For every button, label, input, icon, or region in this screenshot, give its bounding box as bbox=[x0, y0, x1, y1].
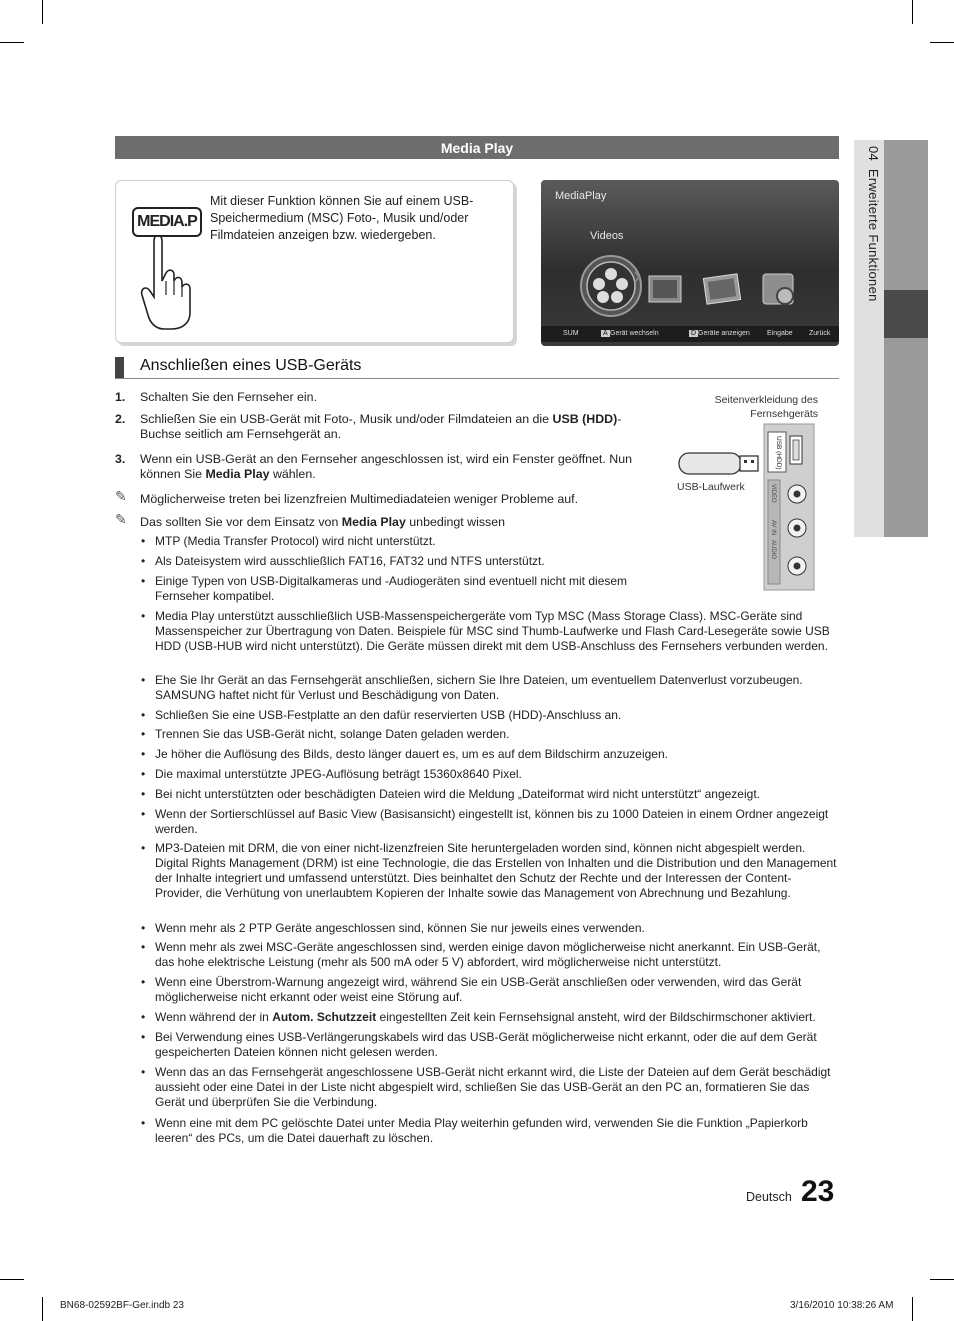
list-item: • Schließen Sie eine USB-Festplatte an den dafür reservierten USB (HDD)-Anschluss an. bbox=[141, 708, 622, 722]
chapter-tab-label bbox=[866, 146, 881, 302]
list-item: • MP3-Dateien mit DRM, die von einer nicht-lizenzfreien Site heruntergeladen worden sind, können nicht abgespielt werden. Digital Rights Management (DRM) ist eine Technologie, die das Erstellen von Inhalten und die Distribution und den Management der Inhalte integriert und umfassend unterstützt. Dies beinhaltet den Schutz der Rechte und der Interessen der Content-Provider, die Verhütung von unerlaubtem Kopieren der Inhalte sowie das Management von Abrechnung und Bezahlung. bbox=[141, 841, 837, 900]
videos-icon bbox=[581, 256, 641, 316]
list-item: • Wenn mehr als zwei MSC-Geräte angeschlossen sind, werden einige davon möglicherweise nicht anerkannt. Ein USB-Gerät, das hohe elektrische Leistung (mehr als 500 mA oder 5 V) abfordert, wird möglicherweise nicht unterstützt. bbox=[141, 940, 821, 969]
page-number: 23 bbox=[801, 1175, 835, 1208]
screen-selected-item: Videos bbox=[590, 230, 624, 242]
port-usb-label: USB (HDD) bbox=[775, 436, 782, 470]
step-text: Schalten Sie den Fernseher ein. bbox=[140, 390, 318, 404]
chapter-title: Erweiterte Funktionen bbox=[866, 168, 881, 302]
crop-mark bbox=[42, 1297, 43, 1321]
crop-mark bbox=[0, 42, 24, 43]
step-number: 1. bbox=[115, 390, 126, 404]
tv-side-panel bbox=[764, 424, 814, 590]
chapter-tab-block bbox=[884, 338, 928, 537]
intro-box bbox=[115, 180, 514, 343]
list-item: • Bei Verwendung eines USB-Verlängerungskabels wird das USB-Gerät möglicherweise nicht erkannt, oder die auf dem Gerät gespeicherten Dateien können nicht gelesen werden. bbox=[141, 1030, 817, 1059]
crop-mark bbox=[0, 1279, 24, 1280]
port-av-label: AV IN bbox=[770, 520, 776, 536]
section-title: Media Play bbox=[440, 139, 514, 156]
list-item: • Ehe Sie Ihr Gerät an das Fernsehgerät anschließen, sichern Sie Ihre Dateien, um eventuellem Datenverlust vorzubeugen. SAMSUNG haftet nicht für Verlust und Beschädigung von Daten. bbox=[141, 673, 803, 702]
subsection-title: Anschließen eines USB-Geräts bbox=[140, 357, 362, 374]
show-devices-hint: Geräte anzeigen bbox=[698, 330, 750, 337]
list-item: • Wenn eine Überstrom-Warnung angezeigt wird, während Sie ein USB-Gerät anschließen oder verwenden, wird das Gerät möglicherweise nicht erkannt oder weist eine Störung auf. bbox=[141, 975, 802, 1004]
list-item: • Wenn mehr als 2 PTP Geräte angeschlossen sind, können Sie nur jeweils eines verwenden. bbox=[141, 921, 645, 935]
footer-language: Deutsch bbox=[746, 1190, 792, 1204]
media-icons bbox=[541, 180, 839, 326]
chapter-tab-block bbox=[884, 140, 928, 290]
key-a-icon: A bbox=[603, 330, 608, 337]
step-text: Schließen Sie ein USB-Gerät mit Foto-, Musik und/oder Filmdateien an die USB (HDD)-Buchse seitlich am Fernsehgerät an. bbox=[140, 412, 622, 441]
hand-press-icon bbox=[136, 221, 206, 331]
screen-title: MediaPlay bbox=[555, 190, 607, 202]
crop-mark bbox=[912, 0, 913, 24]
section-title-bar bbox=[115, 136, 839, 159]
list-item: • Trennen Sie das USB-Gerät nicht, solange Daten geladen werden. bbox=[141, 727, 510, 741]
enter-hint: Eingabe bbox=[767, 330, 793, 337]
intro-text: Mit dieser Funktion können Sie auf einem USB-Speichermedium (MSC) Foto-, Musik und/oder Filmdateien anzeigen bzw. wiedergeben. bbox=[210, 194, 474, 242]
list-item: • Media Play unterstützt ausschließlich USB-Massenspeichergeräte vom Typ MSC (Mass Storage Class). MSC-Geräte sind Massenspeicher zur Übertragung von Daten. Beispiele für MSC sind Thumb-Laufwerke und Flash Card-Lesegeräte sowie USB HDD (USB-HUB wird nicht unterstützt). Die Geräte müssen direkt mit dem USB-Anschluss des Fernsehers verbunden werden. bbox=[141, 609, 830, 653]
list-item: • Wenn eine mit dem PC gelöschte Datei unter Media Play weiterhin gefunden wird, verwenden Sie die Funktion „Papierkorb leeren“ des PCs, um die Datei dauerhaft zu löschen. bbox=[141, 1116, 808, 1145]
crop-mark bbox=[42, 0, 43, 24]
usb-connection-figure bbox=[676, 422, 836, 592]
usb-drive-icon bbox=[679, 453, 758, 474]
list-item: • Einige Typen von USB-Digitalkameras und -Audiogeräten sind eventuell nicht mit diesem Fernseher kompatibel. bbox=[141, 574, 628, 603]
step-number: 2. bbox=[115, 412, 126, 426]
list-item: • Wenn der Sortierschlüssel auf Basic View (Basisansicht) eingestellt ist, können bis zu 1000 Dateien in einem Ordner angezeigt werden. bbox=[141, 807, 829, 836]
chapter-number: 04 bbox=[866, 146, 881, 162]
step-number: 3. bbox=[115, 452, 126, 466]
crop-mark bbox=[930, 1279, 954, 1280]
note-text: Möglicherweise treten bei lizenzfreien Multimediadateien weniger Probleme auf. bbox=[140, 492, 579, 506]
list-item: • Die maximal unterstützte JPEG-Auflösung beträgt 15360x8640 Pixel. bbox=[141, 767, 522, 781]
key-d-icon: D bbox=[691, 330, 697, 337]
note-text: Das sollten Sie vor dem Einsatz von Media Play unbedingt wissen bbox=[140, 515, 506, 529]
media-play-key-icon: MEDIA.P bbox=[132, 207, 202, 237]
print-file-info: BN68-02592BF-Ger.indb 23 bbox=[60, 1300, 184, 1311]
photos-icon bbox=[649, 276, 681, 302]
screen-bottom-bar bbox=[541, 326, 839, 342]
subsection-heading bbox=[115, 355, 839, 379]
figure-caption-side-panel: Seitenverkleidung des Fernsehgeräts bbox=[714, 394, 818, 420]
step-text: Wenn ein USB-Gerät an den Fernseher angeschlossen ist, wird ein Fenster geöffnet. Nun können Sie Media Play wählen. bbox=[140, 452, 632, 481]
settings-icon bbox=[763, 274, 793, 304]
figure-caption-usb: USB-Laufwerk bbox=[677, 481, 745, 493]
list-item: • Wenn während der in Autom. Schutzzeit eingestellten Zeit kein Fernsehsignal ansteht, wird der Bildschirmschoner aktiviert. bbox=[141, 1010, 816, 1024]
note-pencil-icon: ✎ bbox=[115, 511, 127, 527]
list-item: • Bei nicht unterstützten oder beschädigten Dateien wird die Meldung „Dateiformat wird nicht unterstützt“ angezeigt. bbox=[141, 787, 760, 801]
media-play-screen bbox=[541, 180, 839, 346]
sum-label: SUM bbox=[563, 330, 579, 337]
list-item: • Wenn das an das Fernsehgerät angeschlossene USB-Gerät nicht erkannt wird, die Liste der Dateien auf dem Gerät beschädigt aussieht oder eine Datei in der Liste nicht abgespielt wird, schließen Sie das USB-Gerät an den PC an, formatieren Sie das Gerät und überprüfen Sie die Verbindung. bbox=[141, 1065, 831, 1109]
list-item: • Je höher die Auflösung des Bilds, desto länger dauert es, um es auf dem Bildschirm anzuzeigen. bbox=[141, 747, 668, 761]
chapter-tab-active-block bbox=[884, 290, 928, 338]
port-audio-label: AUDIO bbox=[770, 540, 776, 560]
crop-mark bbox=[930, 42, 954, 43]
device-change-hint: Gerät wechseln bbox=[610, 330, 659, 337]
crop-mark bbox=[912, 1297, 913, 1321]
note-pencil-icon: ✎ bbox=[115, 488, 127, 504]
music-icon bbox=[703, 274, 740, 304]
list-item: • MTP (Media Transfer Protocol) wird nicht unterstützt. bbox=[141, 534, 436, 548]
port-video-label: VIDEO bbox=[770, 484, 776, 503]
print-timestamp: 3/16/2010 10:38:26 AM bbox=[790, 1300, 894, 1311]
list-item: • Als Dateisystem wird ausschließlich FAT16, FAT32 und NTFS unterstützt. bbox=[141, 554, 545, 568]
heading-marker bbox=[115, 357, 124, 378]
back-hint: Zurück bbox=[809, 330, 831, 337]
